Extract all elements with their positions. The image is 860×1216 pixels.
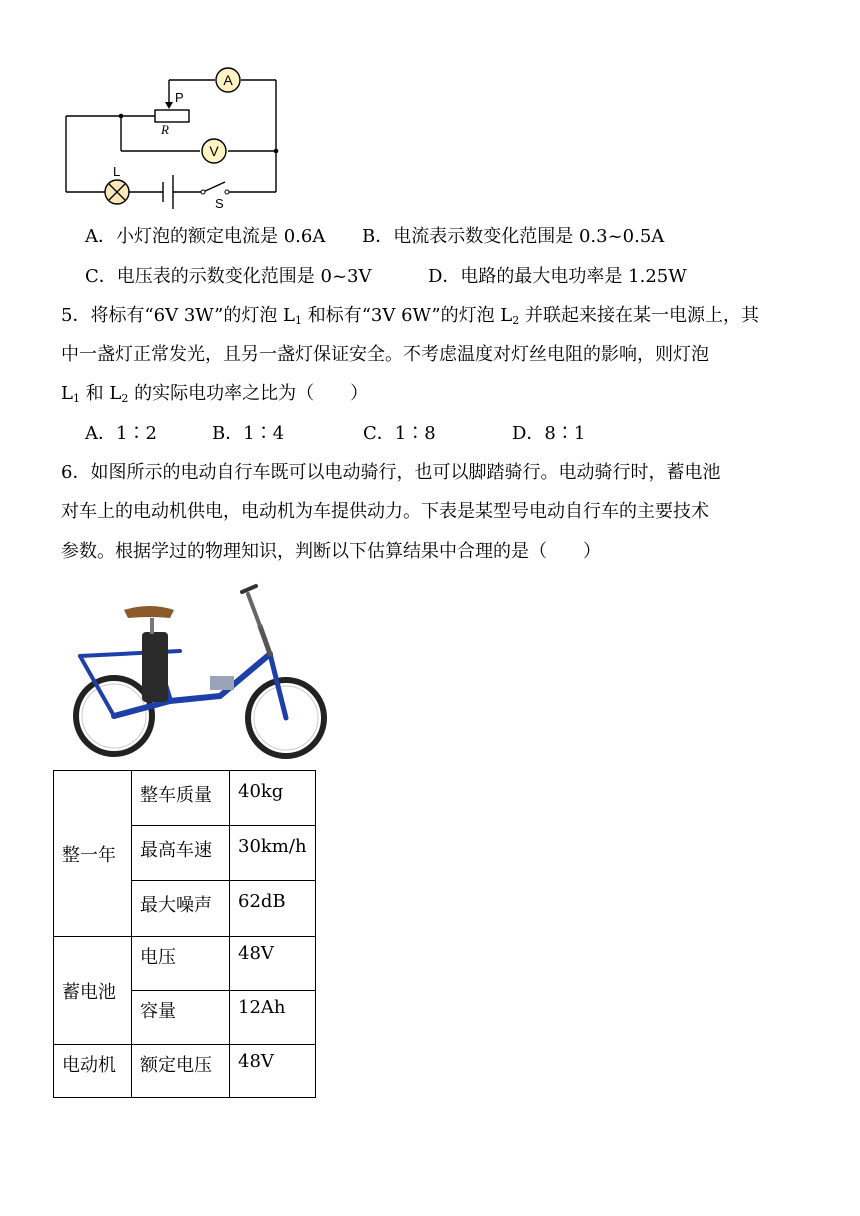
table-value-cell: 48V — [230, 1045, 316, 1098]
slider-label: P — [175, 90, 184, 105]
voltmeter-icon — [202, 139, 226, 163]
electric-bicycle-image — [70, 576, 330, 762]
q5-line1: 5．将标有“6V 3W”的灯泡 $L_1$ 和标有“3V 6W”的灯泡 $L_2$ 并联起来接在某一电源上，其 — [61, 305, 759, 327]
option-4c: C．电压表的示数变化范围是 0~3V — [85, 266, 372, 287]
table-row — [54, 937, 316, 991]
table-value-cell: 40kg — [230, 771, 316, 826]
table-param-cell: 额定电压 — [132, 1045, 230, 1098]
circuit-diagram — [55, 62, 295, 212]
table-value-cell: 12Ah — [230, 991, 316, 1045]
spec-table — [53, 770, 316, 1098]
table-param-cell: 整车质量 — [132, 771, 230, 826]
table-group-cell: 整一年 — [54, 771, 132, 937]
table-row — [54, 771, 316, 826]
lamp-label: L — [113, 164, 121, 179]
option-5c: C．1∶8 — [363, 423, 436, 444]
option-5a: A．1∶2 — [85, 423, 157, 444]
voltmeter-label: V — [209, 143, 219, 159]
q6-line3: 参数。根据学过的物理知识，判断以下估算结果中合理的是（ ） — [61, 541, 601, 562]
table-value-cell: 48V — [230, 937, 316, 991]
option-4d: D．电路的最大电功率是 1.25W — [428, 266, 687, 287]
table-value-cell: 62dB — [230, 881, 316, 937]
option-4a: A．小灯泡的额定电流是 0.6A — [85, 226, 326, 247]
table-group-cell: 蓄电池 — [54, 937, 132, 1045]
table-row — [54, 1045, 316, 1098]
table-param-cell: 容量 — [132, 991, 230, 1045]
switch-label: S — [215, 196, 224, 211]
table-value-cell: 30km/h — [230, 826, 316, 881]
q5-line2: 中一盏灯正常发光，且另一盏灯保证安全。不考虑温度对灯丝电阻的影响，则灯泡 — [61, 344, 709, 365]
option-5d: D．8∶1 — [512, 423, 586, 444]
q6-line2: 对车上的电动机供电，电动机为车提供动力。下表是某型号电动自行车的主要技术 — [61, 501, 709, 522]
option-5b: B．1∶4 — [212, 423, 285, 444]
resistor-label: R — [161, 122, 169, 137]
q6-line1: 6．如图所示的电动自行车既可以电动骑行，也可以脚踏骑行。电动骑行时，蓄电池 — [61, 462, 721, 483]
ammeter-icon — [216, 68, 240, 92]
table-param-cell: 最高车速 — [132, 826, 230, 881]
ammeter-label: A — [223, 72, 233, 88]
q5-line3: $L_1$ 和 $L_2$ 的实际电功率之比为（ ） — [61, 383, 369, 405]
lamp-icon — [105, 180, 129, 204]
table-param-cell: 最大噪声 — [132, 881, 230, 937]
option-4b: B．电流表示数变化范围是 0.3~0.5A — [362, 226, 665, 247]
table-param-cell: 电压 — [132, 937, 230, 991]
table-group-cell: 电动机 — [54, 1045, 132, 1098]
